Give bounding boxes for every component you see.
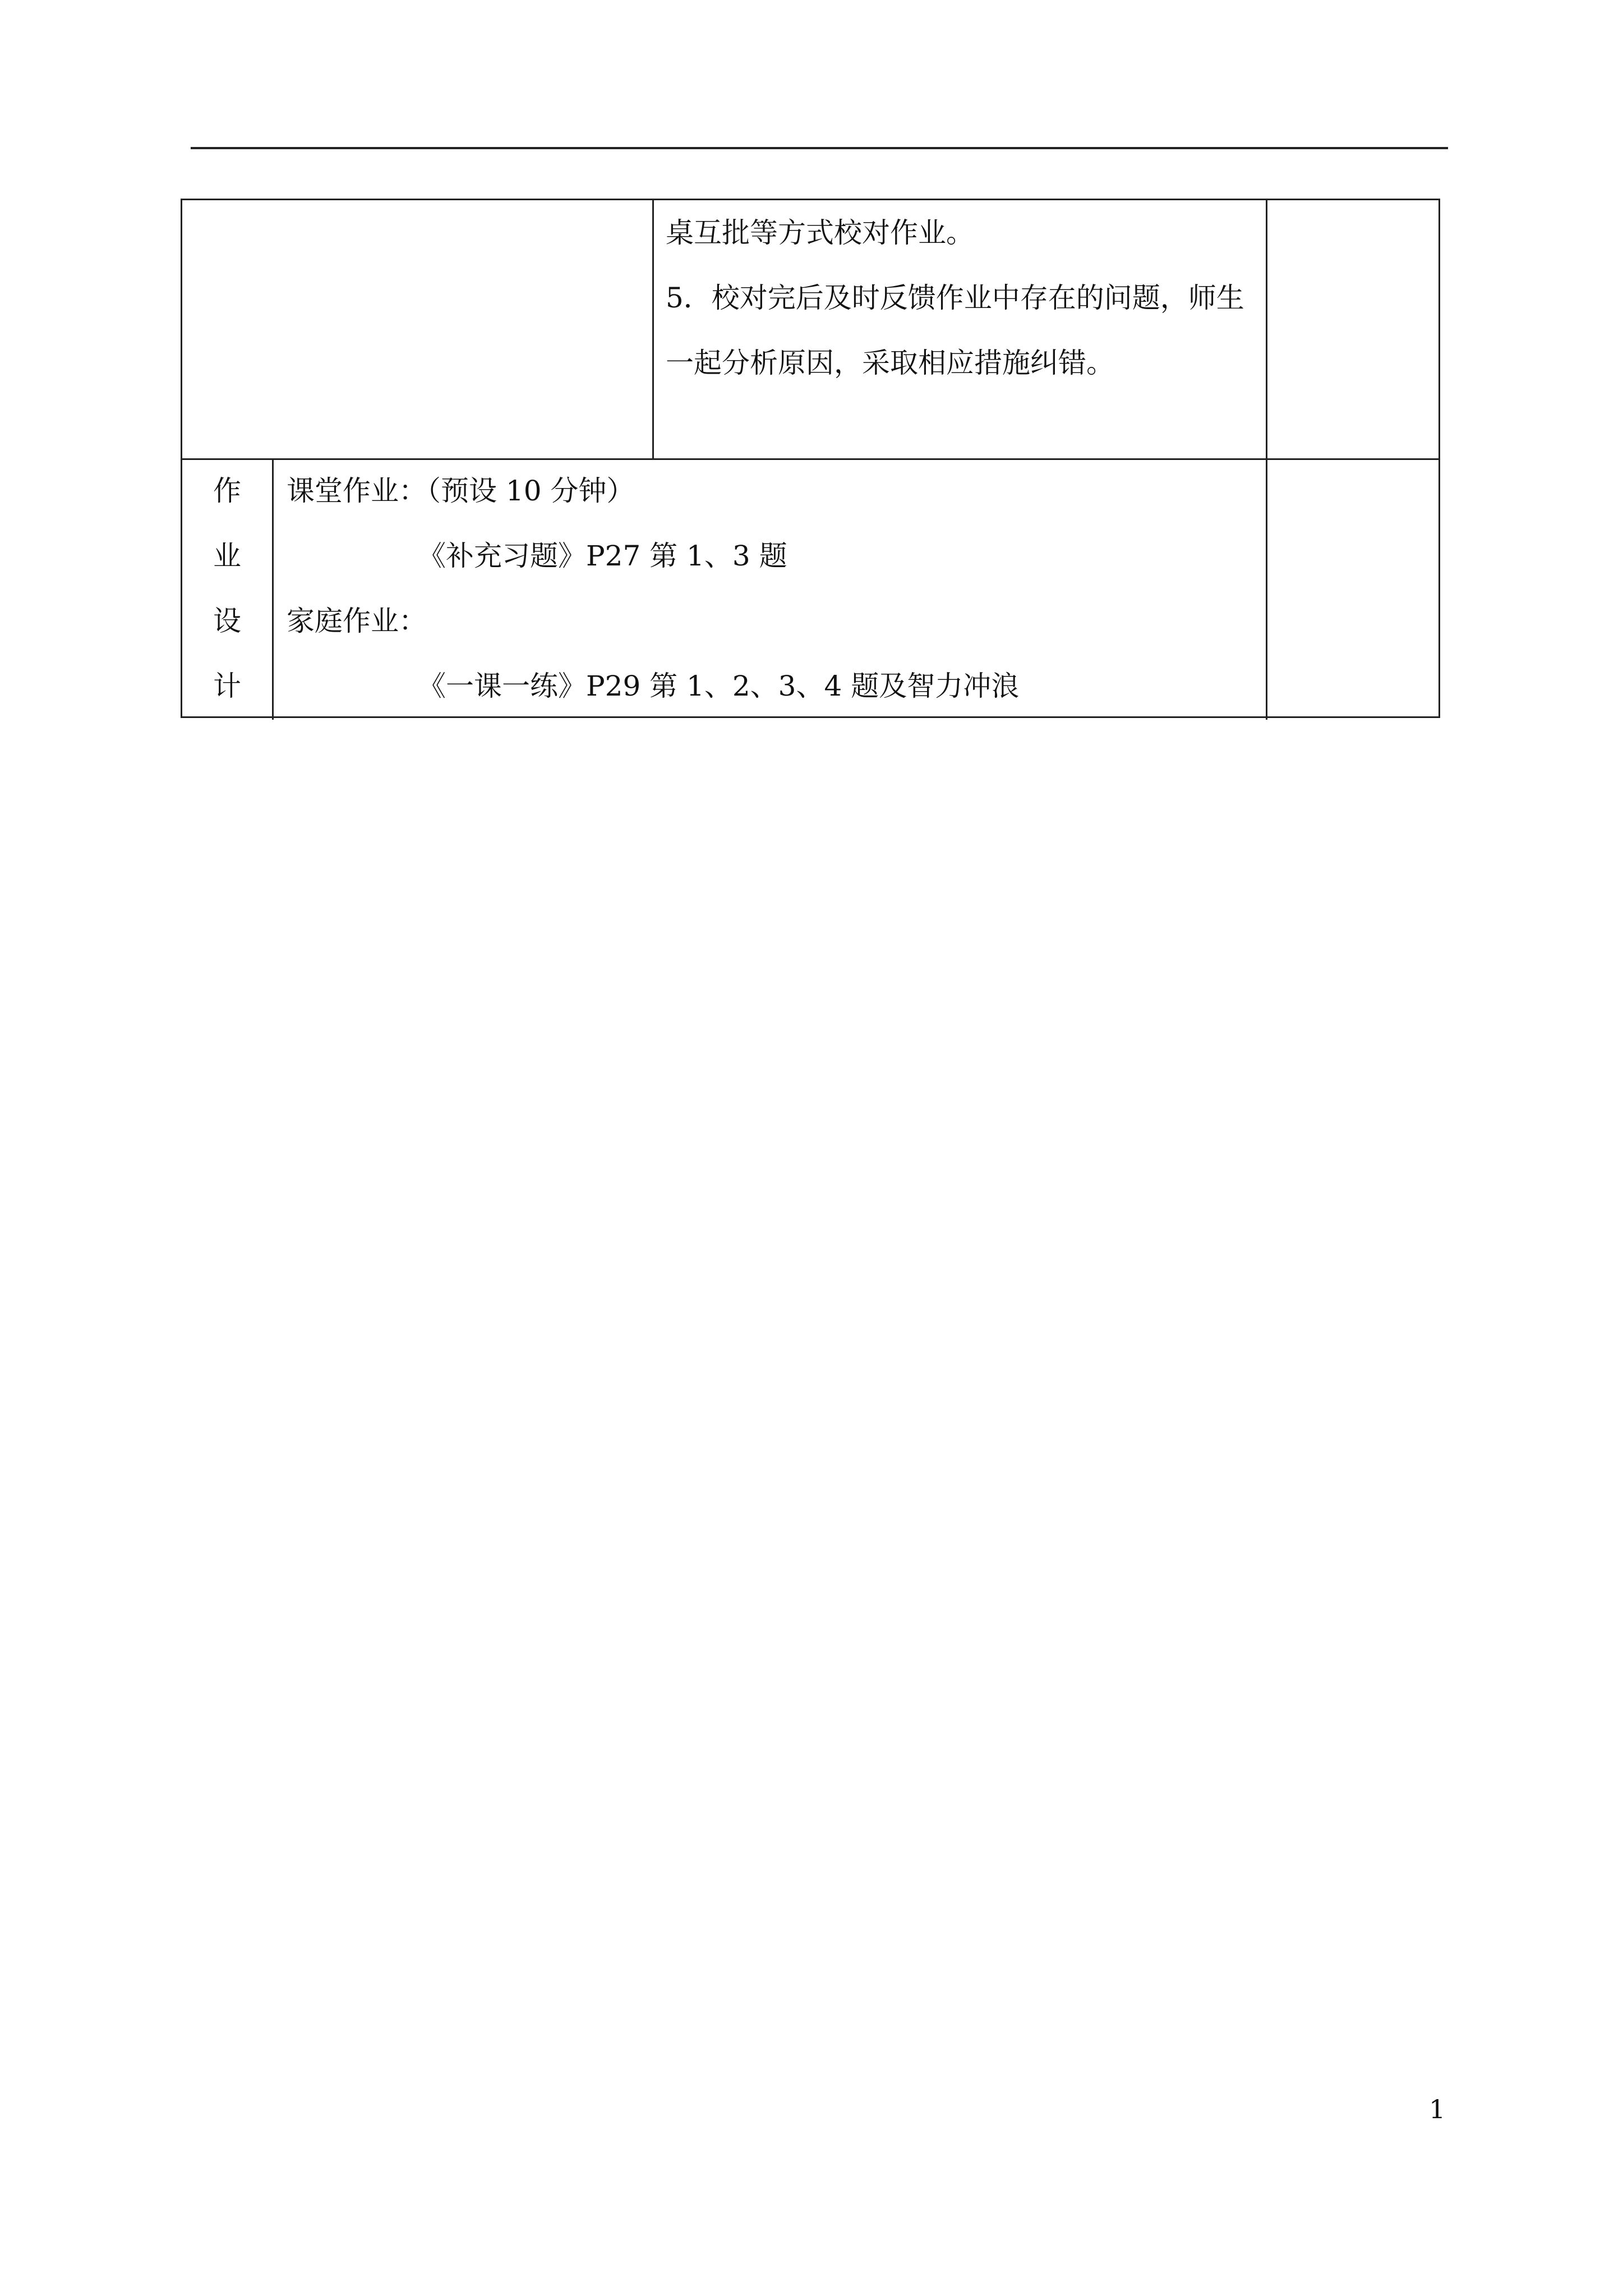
class-homework-item: 《补充习题》P27 第 1、3 题: [418, 540, 787, 572]
upper-divider-left: [652, 200, 654, 458]
label-char-2: 业: [213, 540, 241, 572]
header-rule: [191, 147, 1448, 149]
label-char-4: 计: [213, 670, 241, 702]
upper-row-line-3: 一起分析原因，采取相应措施纠错。: [666, 347, 1114, 379]
page-number: 1: [1429, 2094, 1446, 2124]
upper-row-line-2: 5．校对完后及时反馈作业中存在的问题，师生: [666, 282, 1244, 314]
upper-row-line-1: 桌互批等方式校对作业。: [666, 217, 974, 249]
home-homework-item: 《一课一练》P29 第 1、2、3、4 题及智力冲浪: [418, 670, 1020, 702]
label-column-divider: [272, 458, 274, 720]
column-divider-right: [1266, 200, 1267, 720]
label-char-3: 设: [213, 605, 241, 637]
class-homework-label: 课堂作业：（预设 10 分钟）: [287, 475, 635, 507]
home-homework-label: 家庭作业：: [287, 605, 427, 637]
lesson-plan-table: [181, 199, 1440, 718]
homework-design-label: [182, 458, 272, 719]
label-char-1: 作: [213, 475, 241, 507]
